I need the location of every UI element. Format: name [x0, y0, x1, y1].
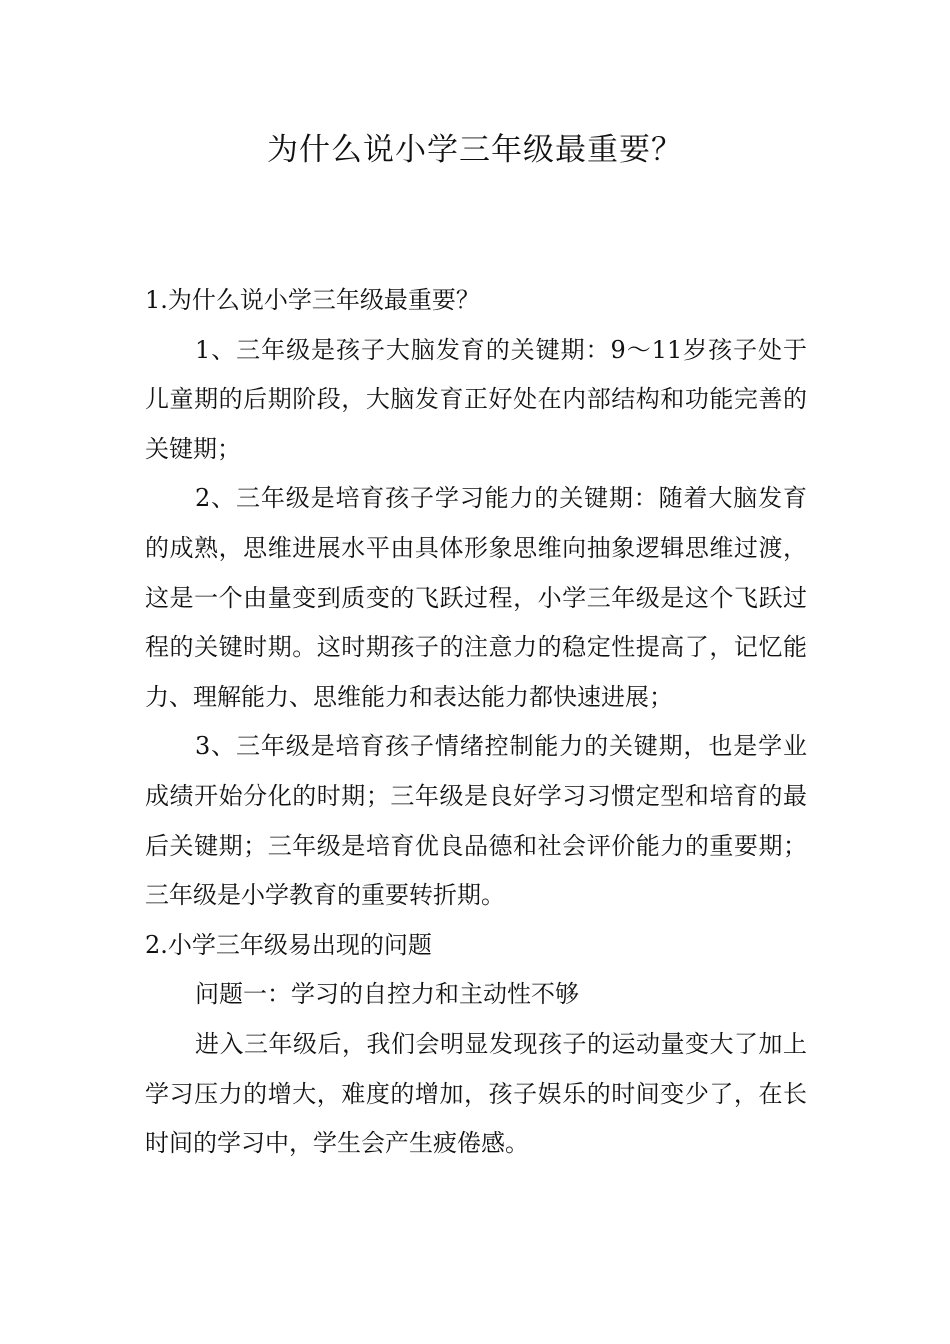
- problem-one-paragraph: 进入三年级后，我们会明显发现孩子的运动量变大了加上学习压力的增大，难度的增加，孩子娱乐的时间变少了，在长时间的学习中，学生会产生疲倦感。: [145, 1029, 807, 1158]
- problem-one-heading: 问题一：学习的自控力和主动性不够: [195, 980, 579, 1009]
- paragraph-point-1: 1、三年级是孩子大脑发育的关键期：9～11岁孩子处于儿童期的后期阶段，大脑发育正好处在内部结构和功能完善的关键期；: [145, 335, 807, 463]
- paragraph-point-3: 3、三年级是培育孩子情绪控制能力的关键期，也是学业成绩开始分化的时期；三年级是良好学习习惯定型和培育的最后关键期；三年级是培育优良品德和社会评价能力的重要期；三年级是小学教育的重要转折期。: [145, 732, 807, 910]
- section-heading-1: 1.为什么说小学三年级最重要？: [145, 286, 480, 314]
- paragraph-point-2: 2、三年级是培育孩子学习能力的关键期：随着大脑发育的成熟，思维进展水平由具体形象思维向抽象逻辑思维过渡，这是一个由量变到质变的飞跃过程，小学三年级是这个飞跃过程的关键时期。这时期孩子的注意力的稳定性提高了，记忆能力、理解能力、思维能力和表达能力都快速进展；: [145, 484, 807, 711]
- section-heading-2: 2.小学三年级易出现的问题: [145, 930, 432, 959]
- document-body: [145, 276, 807, 1169]
- document-title: 为什么说小学三年级最重要？: [267, 132, 683, 168]
